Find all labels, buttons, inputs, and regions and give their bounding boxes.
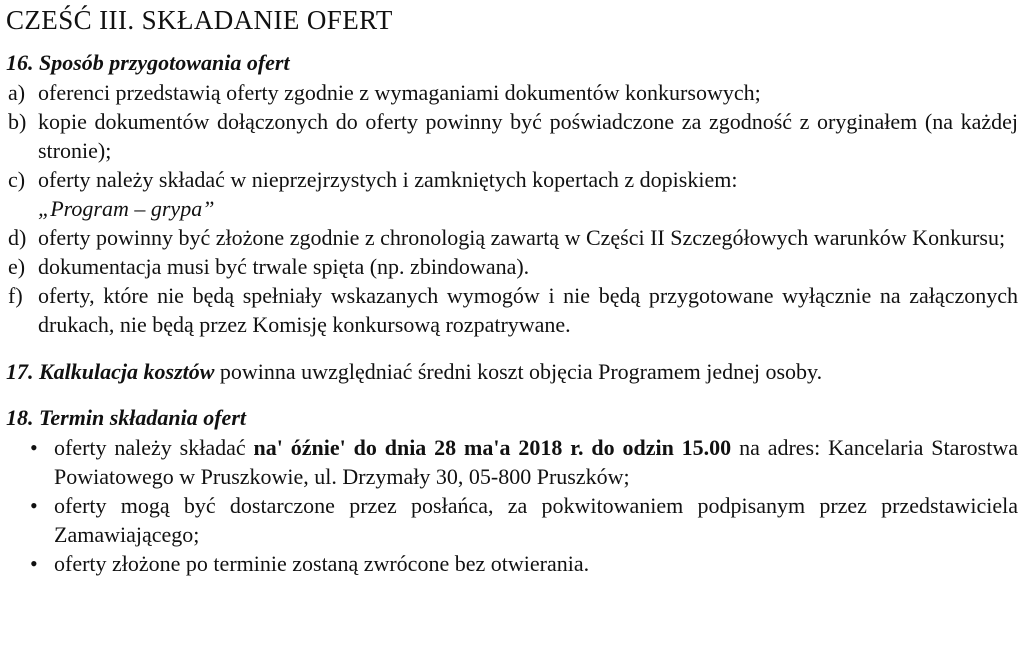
list-item-a: [6, 78, 1018, 107]
list-item-d: [6, 223, 1018, 252]
section-18-title: Termin składania ofert: [39, 405, 246, 430]
bullet-text: [54, 433, 1018, 491]
section-18-number: 18.: [6, 405, 34, 430]
item-text: oferty, które nie będą spełniały wskazanych wymogów i nie będą przygotowane wyłącznie na załączonych drukach, nie będą przez Komisję konkursową rozpatrywane.: [38, 283, 1018, 337]
section-16-number: 16.: [6, 50, 34, 75]
part-title: CZEŚĆ III. SKŁADANIE OFERT: [6, 5, 393, 35]
bullet-symbol: •: [30, 435, 38, 460]
list-item-f: [6, 281, 1018, 339]
bullet-item-2: [6, 491, 1018, 549]
item-marker: d): [8, 225, 27, 250]
section-16-title: Sposób przygotowania ofert: [39, 50, 290, 75]
bullet-1-post: na adres: Kancelaria Starostwa Powiatowego w Pruszkowie, ul. Drzymały 30, 05-800 Pruszków;: [54, 435, 1019, 489]
bullet-item-3: [6, 549, 1018, 578]
item-text: kopie dokumentów dołączonych do oferty powinny być poświadczone za zgodność z oryginałem (na każdej stronie);: [38, 109, 1018, 163]
section-17-paragraph: [6, 357, 1018, 387]
section-17-number: 17.: [6, 359, 34, 384]
list-item-c: [6, 165, 1018, 223]
section-17-keyword: Kalkulacja kosztów: [39, 359, 215, 384]
item-marker: f): [8, 283, 23, 308]
section-17-text: powinna uwzględniać średni koszt objęcia Programem jednej osoby.: [219, 359, 823, 384]
item-text: oferty powinny być złożone zgodnie z chronologią zawartą w Części II Szczegółowych warunków Konkursu;: [38, 225, 1006, 250]
item-c-quote: „Program – grypa”: [38, 196, 215, 221]
section-18-heading: [6, 403, 1018, 433]
item-text: [38, 165, 1018, 223]
bullet-symbol: •: [30, 551, 38, 576]
list-item-b: [6, 107, 1018, 165]
list-item-e: [6, 252, 1018, 281]
item-text: dokumentacja musi być trwale spięta (np. zbindowana).: [38, 254, 530, 279]
item-marker: a): [8, 80, 26, 105]
bullet-symbol: •: [30, 493, 38, 518]
item-marker: e): [8, 254, 26, 279]
item-text: oferenci przedstawią oferty zgodnie z wymaganiami dokumentów konkursowych;: [38, 80, 761, 105]
section-16-heading: [6, 48, 1018, 78]
bullet-text: oferty mogą być dostarczone przez posłańca, za pokwitowaniem podpisanym przez przedstawiciela Zamawiającego;: [54, 493, 1018, 547]
item-c-text: oferty należy składać w nieprzejrzystych i zamkniętych kopertach z dopiskiem:: [38, 167, 738, 192]
bullet-1-deadline: na' óźnie' do dnia 28 ma'a 2018 r. do odzin 15.00: [253, 435, 732, 460]
item-marker: c): [8, 167, 26, 192]
bullet-1-pre: oferty należy składać: [54, 435, 246, 460]
bullet-item-1: [6, 433, 1018, 491]
item-marker: b): [8, 109, 27, 134]
bullet-text: oferty złożone po terminie zostaną zwrócone bez otwierania.: [54, 551, 590, 576]
